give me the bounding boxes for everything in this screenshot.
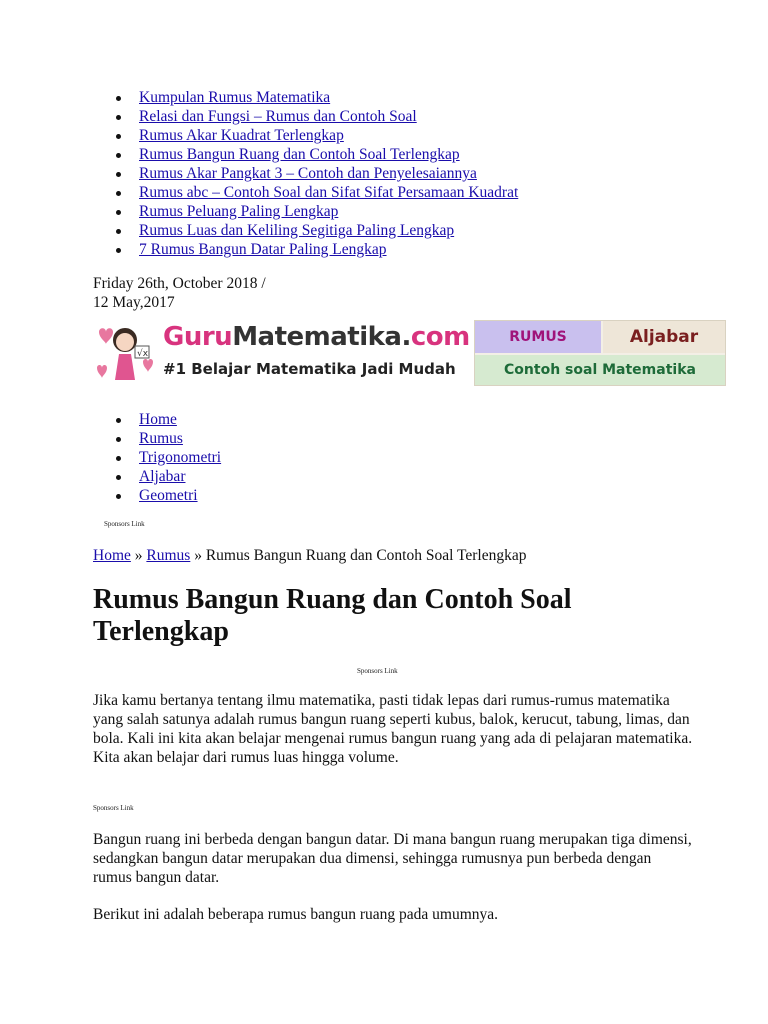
ad-aljabar-label: Aljabar	[603, 321, 725, 353]
list-item	[115, 221, 518, 240]
list-item	[115, 126, 518, 145]
list-item	[115, 88, 518, 107]
sponsors-link-label: Sponsors Link	[104, 520, 145, 528]
post-date-modified: 12 May,2017	[93, 294, 175, 311]
related-link-bangun-datar[interactable]: 7 Rumus Bangun Datar Paling Lengkap	[139, 241, 387, 258]
breadcrumb-home[interactable]: Home	[93, 547, 131, 564]
ad-contoh-label: Contoh soal Matematika	[475, 355, 725, 385]
related-link-bangun-ruang[interactable]: Rumus Bangun Ruang dan Contoh Soal Terlengkap	[139, 146, 460, 163]
nav-rumus[interactable]: Rumus	[139, 430, 183, 447]
nav-item	[115, 410, 221, 429]
related-link-segitiga[interactable]: Rumus Luas dan Keliling Segitiga Paling Lengkap	[139, 222, 455, 239]
nav-geometri[interactable]: Geometri	[139, 487, 198, 504]
svg-text:√x: √x	[137, 349, 149, 359]
list-item	[115, 183, 518, 202]
related-posts-list	[115, 88, 518, 259]
list-item	[115, 145, 518, 164]
site-tagline: #1 Belajar Matematika Jadi Mudah	[163, 360, 456, 378]
breadcrumb	[93, 547, 526, 565]
nav-item	[115, 429, 221, 448]
related-link-rumus-abc[interactable]: Rumus abc – Contoh Soal dan Sifat Sifat Persamaan Kuadrat	[139, 184, 519, 201]
article-paragraph: Berikut ini adalah beberapa rumus bangun ruang pada umumnya.	[93, 906, 499, 923]
list-item	[115, 164, 518, 183]
related-link-akar-pangkat-3[interactable]: Rumus Akar Pangkat 3 – Contoh dan Penyelesaiannya	[139, 165, 477, 182]
nav-item	[115, 467, 221, 486]
list-item	[115, 240, 518, 259]
nav-item	[115, 486, 221, 505]
sponsors-link-label: Sponsors Link	[93, 804, 134, 812]
list-item	[115, 202, 518, 221]
nav-home[interactable]: Home	[139, 411, 177, 428]
nav-aljabar[interactable]: Aljabar	[139, 468, 186, 485]
nav-trigonometri[interactable]: Trigonometri	[139, 449, 222, 466]
nav-item	[115, 448, 221, 467]
ad-rumus-label: RUMUS	[475, 321, 601, 353]
related-link-kumpulan-rumus[interactable]: Kumpulan Rumus Matematika	[139, 89, 331, 106]
post-date: Friday 26th, October 2018 /	[93, 275, 266, 292]
breadcrumb-rumus[interactable]: Rumus	[146, 547, 191, 564]
breadcrumb-current: Rumus Bangun Ruang dan Contoh Soal Terlengkap	[205, 547, 527, 564]
article-paragraph: Bangun ruang ini berbeda dengan bangun datar. Di mana bangun ruang merupakan tiga dimensi, sedangkan bangun datar merupakan dua dimensi, sehingga rumusnya pun berbeda dengan rumus bangun datar.	[93, 831, 692, 886]
girl-mascot-icon	[93, 318, 161, 386]
sponsors-link-label: Sponsors Link	[357, 667, 398, 675]
main-nav	[115, 410, 221, 505]
site-logo-text: GuruMatematika.com	[163, 322, 470, 352]
page-title: Rumus Bangun Ruang dan Contoh Soal Terlengkap	[93, 584, 572, 647]
ad-banner[interactable]	[474, 320, 726, 386]
related-link-peluang[interactable]: Rumus Peluang Paling Lengkap	[139, 203, 339, 220]
site-logo-banner[interactable]	[93, 318, 470, 386]
article-paragraph: Jika kamu bertanya tentang ilmu matematika, pasti tidak lepas dari rumus-rumus matematika yang salah satunya adalah rumus bangun ruang seperti kubus, balok, kerucut, tabung, limas, dan bola. Kali ini kita akan belajar mengenai rumus bangun ruang yang ada di pelajaran matematika. Kita akan belajar dari rumus luas hingga volume.	[93, 692, 693, 766]
breadcrumb-separator: »	[134, 547, 143, 564]
breadcrumb-separator: »	[194, 547, 202, 564]
related-link-relasi-fungsi[interactable]: Relasi dan Fungsi – Rumus dan Contoh Soal	[139, 108, 417, 125]
list-item	[115, 107, 518, 126]
related-link-akar-kuadrat[interactable]: Rumus Akar Kuadrat Terlengkap	[139, 127, 344, 144]
